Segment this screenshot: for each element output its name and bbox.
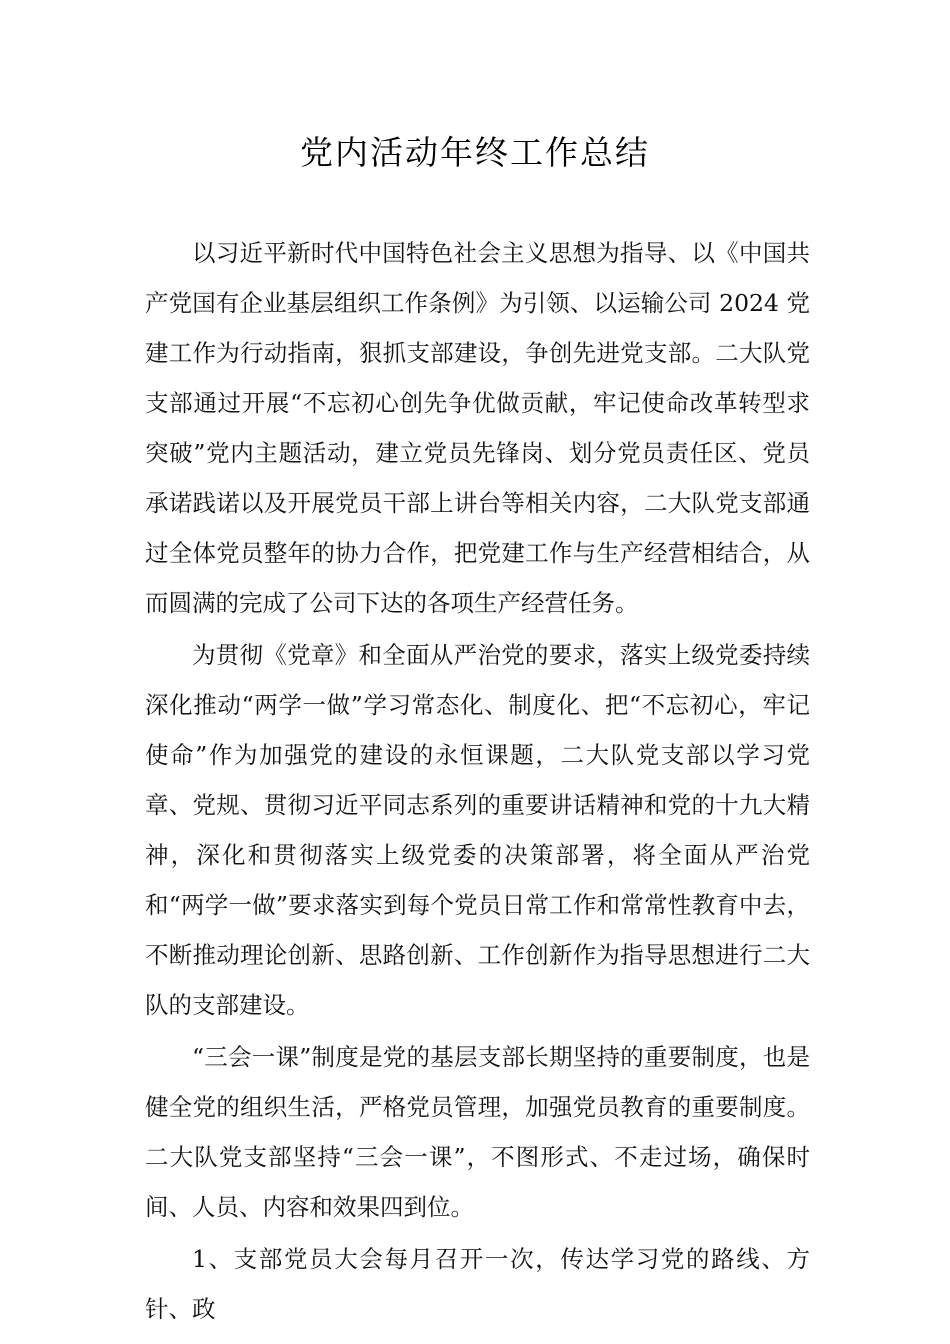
paragraph-1: 以习近平新时代中国特色社会主义思想为指导、以《中国共产党国有企业基层组织工作条例》为引领、以运输公司 2024 党建工作为行动指南，狠抓支部建设，争创先进党支部。二大队党支部通过开展“不忘初心创先争优做贡献，牢记使命改革转型求突破”党内主题活动，建立党员先锋岗、划分党员责任区、党员承诺践诺以及开展党员干部上讲台等相关内容，二大队党支部通过全体党员整年的协力合作，把党建工作与生产经营相结合，从而圆满的完成了公司下达的各项生产经营任务。	[145, 239, 810, 617]
document-body	[145, 228, 810, 1334]
paragraph-4: 1、支部党员大会每月召开一次，传达学习党的路线、方针、政	[145, 1245, 810, 1323]
paragraph-3: “三会一课”制度是党的基层支部长期坚持的重要制度，也是健全党的组织生活，严格党员管理，加强党员教育的重要制度。二大队党支部坚持“三会一课”，不图形式、不走过场，确保时间、人员、内容和效果四到位。	[145, 1043, 810, 1221]
paragraph-2: 为贯彻《党章》和全面从严治党的要求，落实上级党委持续深化推动“两学一做”学习常态化、制度化、把“不忘初心，牢记使命”作为加强党的建设的永恒课题，二大队党支部以学习党章、党规、贯彻习近平同志系列的重要讲话精神和党的十九大精神，深化和贯彻落实上级党委的决策部署，将全面从严治党和“两学一做”要求落实到每个党员日常工作和常常性教育中去，不断推动理论创新、思路创新、工作创新作为指导思想进行二大队的支部建设。	[145, 641, 810, 1019]
document-title: 党内活动年终工作总结	[300, 133, 650, 172]
